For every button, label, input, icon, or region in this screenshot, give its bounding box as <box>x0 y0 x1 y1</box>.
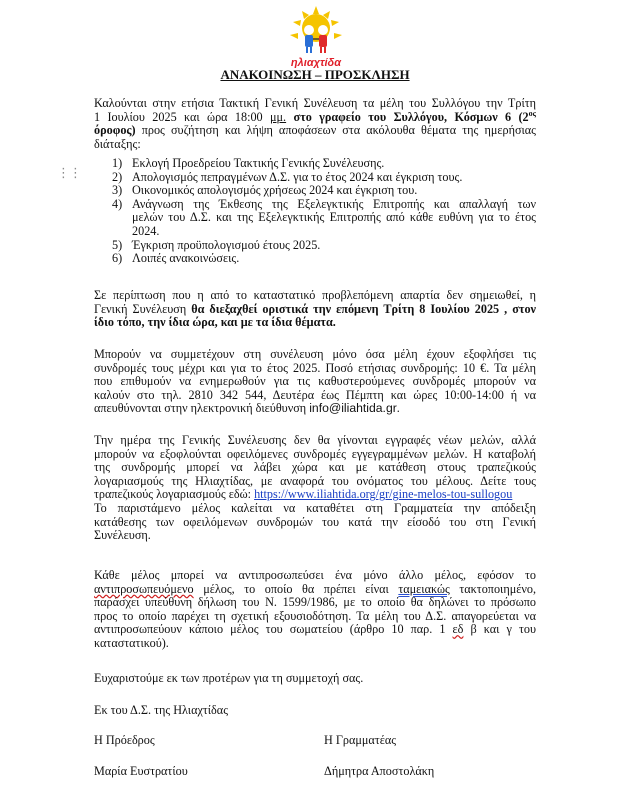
thanks-line: Ευχαριστούμε εκ των προτέρων για τη συμμετοχή σας. <box>94 671 364 685</box>
list-item: 6) Λοιπές ανακοινώσεις. <box>112 251 240 266</box>
fees-paragraph: Μπορούν να συμμετέχουν στη συνέλευση μόνο όσα μέλη έχουν εξοφλήσει τις συνδρομές τους μέχρι και για το έτος 2025. Ποσό ετήσιας συνδρομής: 10 €. Τα μέλη που επιθυμούν να ενημερωθούν για τις καθυστερούμενες συνδρομές μπορούν να καλούν στο τηλ. 2810 342 544, Δευτέρα έως Πέμπτη και ώρες 10:00-14:00 ή να απευθύνονται στην ηλεκτρονική διεύθυνση info@iliahtida.gr. <box>94 347 536 416</box>
membership-link[interactable]: https://www.iliahtida.org/gr/gine-melos-tou-sullogou <box>254 487 513 502</box>
president-role: Η Πρόεδρος <box>94 733 155 747</box>
quorum-paragraph: Σε περίπτωση που η από το καταστατικό προβλεπόμενη απαρτία δεν σημειωθεί, η Γενική Συνέλευση θα διεξαχθεί οριστικά την επόμενη Τρίτη 8 Ιουλίου 2025 , στον ίδιο τόπο, την ίδια ώρα, και με τα ίδια θέματα. <box>94 288 536 330</box>
email-text: info@iliahtida.gr <box>309 401 397 416</box>
secretary-name: Δήμητρα Αποστολάκη <box>324 764 435 778</box>
list-item: 1) Εκλογή Προεδρείου Τακτικής Γενικής Συνέλευσης. <box>112 156 385 170</box>
list-item: 2) Απολογισμός πεπραγμένων Δ.Σ. για το έτος 2024 και έγκριση τους. <box>112 169 463 184</box>
iliahtida-logo <box>276 6 356 68</box>
intro-paragraph: Καλούνται στην ετήσια Τακτική Γενική Συνέλευση τα μέλη του Συλλόγου την Τρίτη 1 Ιουλίου 2025 και ώρα 18:00 μμ. στο γραφείο του Συλλόγου, Κόσμων 6 ($2^{o\varsigma}$ όροφος) προς συζήτηση και λήψη αποφάσεων στα ακόλουθα θέματα της ημερήσιας διάταξης: <box>94 96 536 151</box>
page-title: ΑΝΑΚΟΙΝΩΣΗ – ΠΡΟΣΚΛΗΣΗ <box>220 67 410 82</box>
drag-handle-icon[interactable]: ⋮⋮ <box>57 166 81 181</box>
secretary-role: Η Γραμματέας <box>324 733 397 747</box>
list-item: 4) Ανάγνωση της Έκθεσης της Εξελεγκτικής Επιτροπής και απαλλαγή των μελών του Δ.Σ. και της Εξελεγκτικής Επιτροπής από κάθε ευθύνη για το έτος 2024. <box>112 196 536 238</box>
registration-paragraph: Την ημέρα της Γενικής Συνέλευσης δεν θα γίνονται εγγραφές νέων μελών, αλλά μπορούν να εξοφλούνται οφειλόμενες συνδρομές εγγεγραμμένων μελών. Η καταβολή της συνδρομής μπορεί να λάβει χώρα και με κατάθεση στους τραπεζικούς λογαριασμούς της Ηλιαχτίδας, με αναφορά του ονόματος του μέλους. Δείτε τους τραπεζικούς λογαριασμούς εδώ: https://www.iliahtida.org/gr/gine-melos-tou-sullogou Το παριστάμενο μέλος καλείται να καταθέτει στη Γραμματεία την απόδειξη κατάθεσης των οφειλόμενων συνδρομών του κατά την είσοδό του στη Γενική Συνέλευση. <box>94 433 536 543</box>
sun-children-logo-icon <box>276 6 356 68</box>
sender-line: Εκ του Δ.Σ. της Ηλιαχτίδας <box>94 703 229 717</box>
list-item: 3) Οικονομικός απολογισμός χρήσεως 2024 και έγκριση του. <box>112 183 418 198</box>
proxy-paragraph: Κάθε μέλος μπορεί να αντιπροσωπεύσει ένα μόνο άλλο μέλος, εφόσον το αντιπροσωπευόμενο μέλος, το οποίο θα πρέπει είναι ταμειακώς τακτοποιημένο, παράσχει υπεύθυνη δήλωση του Ν. 1599/1986, με το οποίο θα δηλώνει το πρόσωπο προς το οποίο παρέχει τη σχετική εξουσιοδότηση. Τα μέλη του Δ.Σ. απαγορεύεται να αντιπροσωπεύουν κάποιο μέλος του σωματείου (άρθρο 10 παρ. 1 εδ β και γ του καταστατικού). <box>94 568 537 650</box>
president-name: Μαρία Ευστρατίου <box>94 764 188 778</box>
svg-text:ηλιαχτίδα: ηλιαχτίδα <box>290 57 342 68</box>
list-item: 5) Έγκριση προϋπολογισμού έτους 2025. <box>112 237 321 252</box>
agenda-list <box>112 157 536 266</box>
